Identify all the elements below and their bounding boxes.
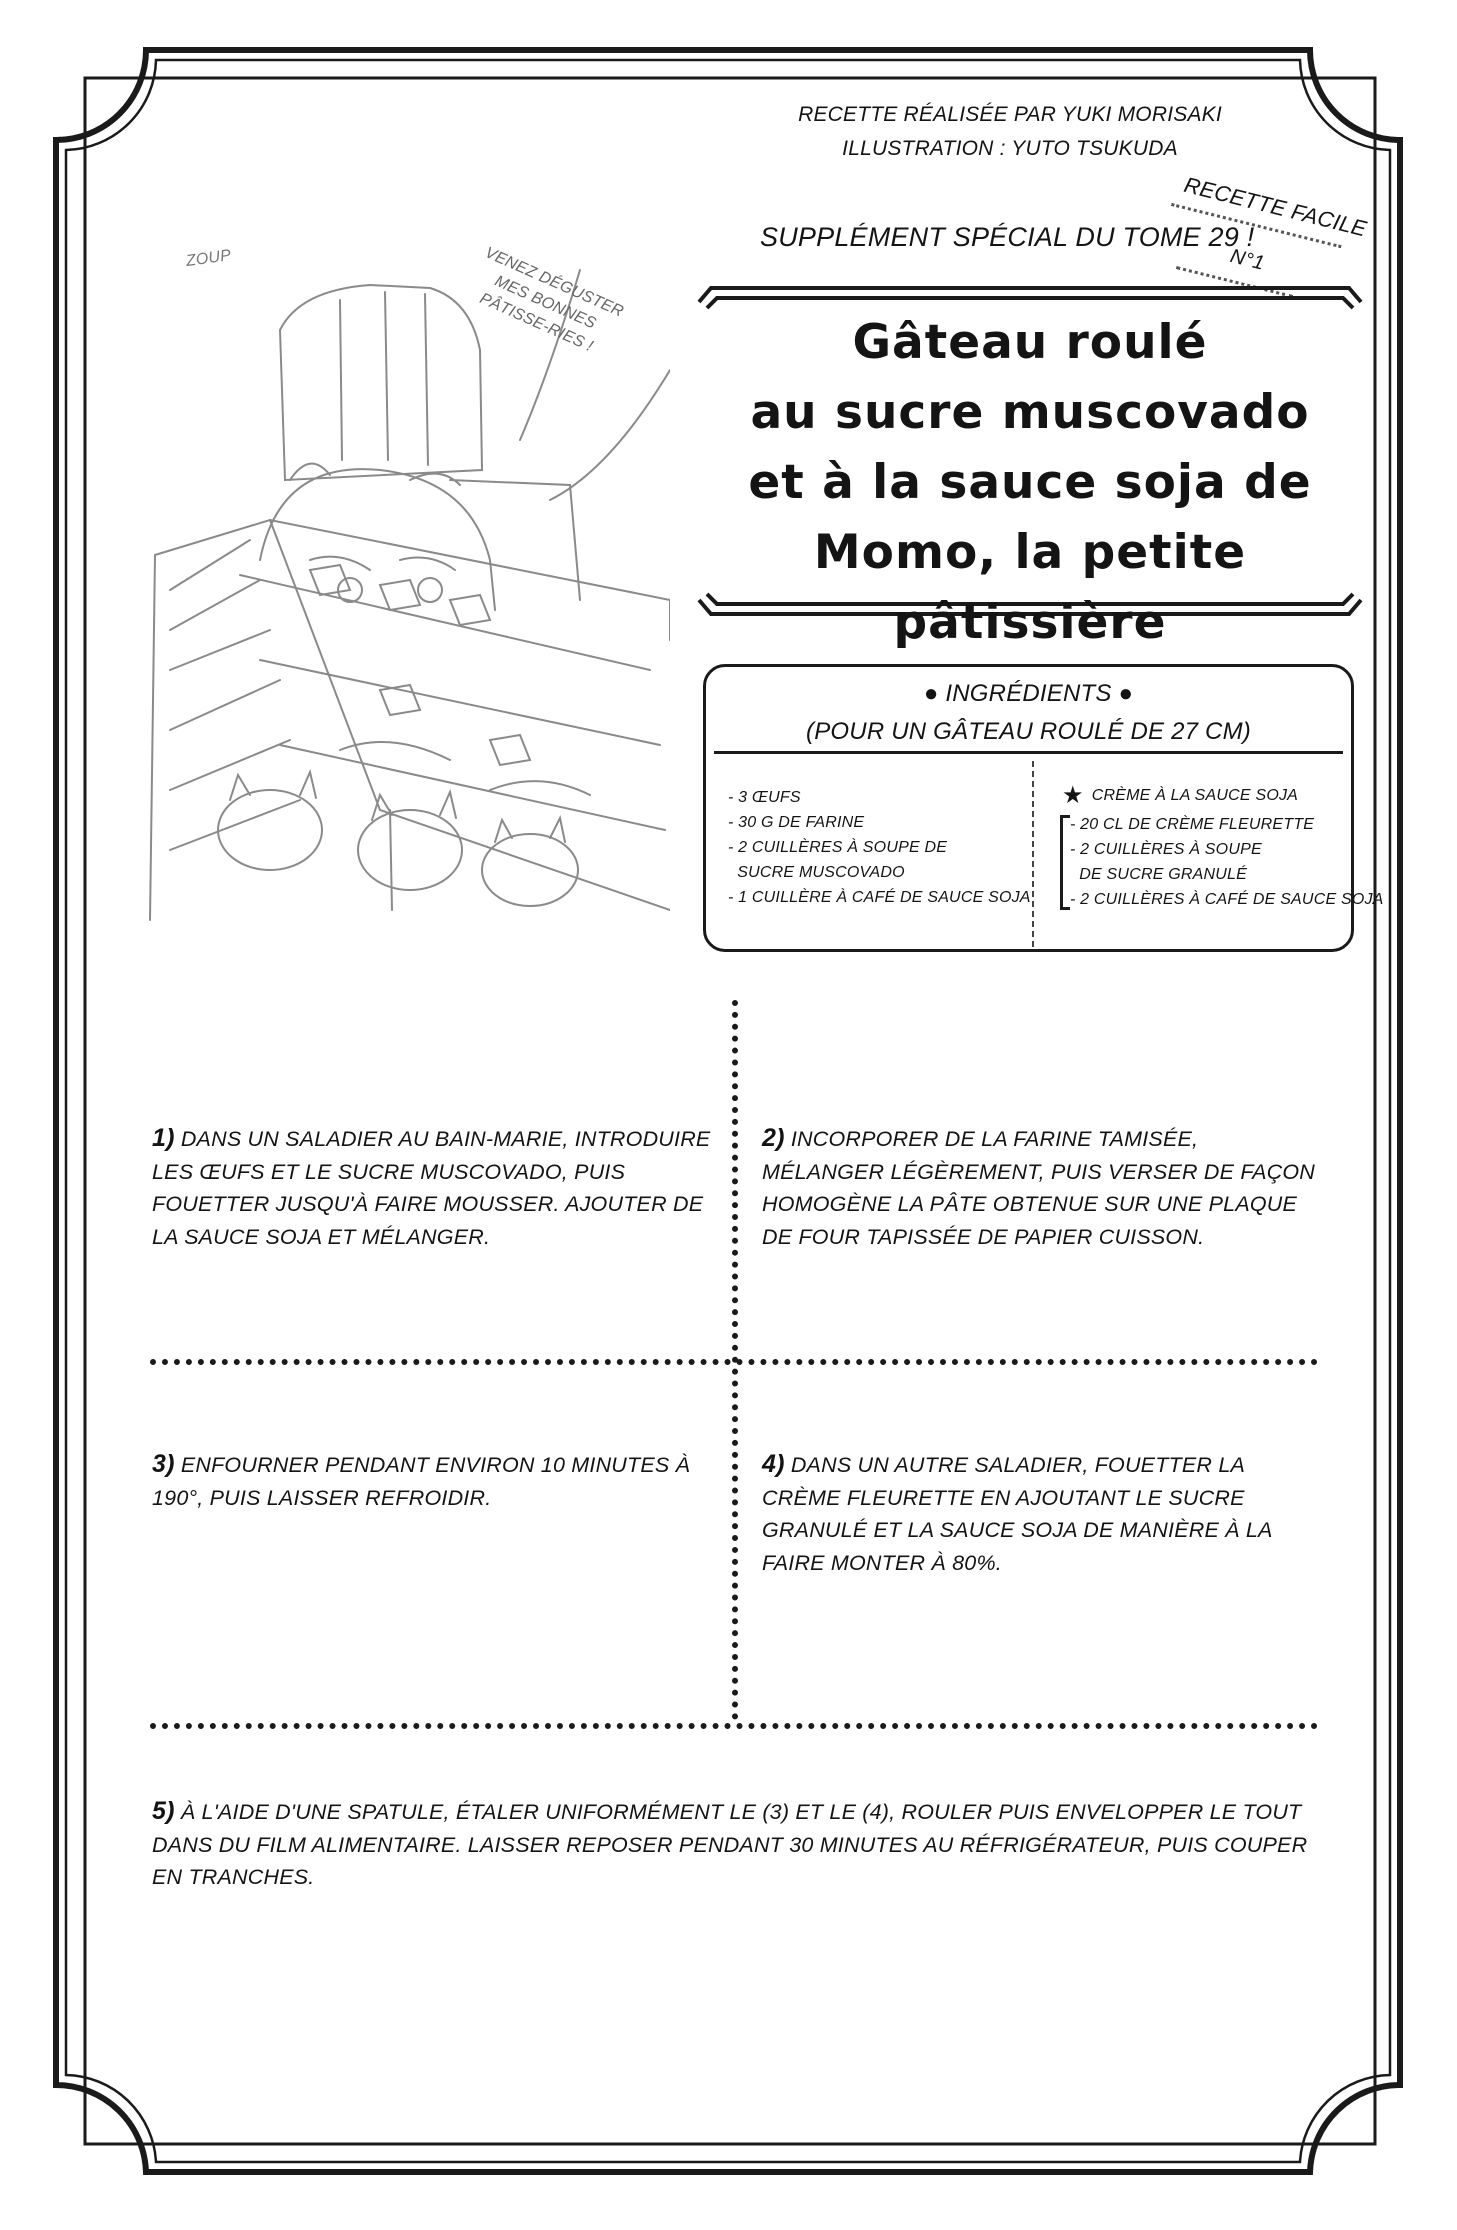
ingredient-item: - 2 CUILLÈRES À SOUPE [1070, 841, 1262, 858]
speech-text: VENEZ DÉGUSTER MES BONNES PÂTISSE-RIES ! [477, 244, 626, 356]
cat-face [358, 810, 462, 890]
step-text: INCORPORER DE LA FARINE TAMISÉE, MÉLANGER LÉGÈREMENT, PUIS VERSER DE FAÇON HOMOGÈNE LA PÂTE OBTENUE SUR UNE PLAQUE DE FOUR TAPISSÉE DE PAPIER CUISSON. [762, 1127, 1315, 1249]
badge-number: N°1 [1228, 245, 1267, 275]
step-2 [762, 1122, 1322, 1253]
title-line: Momo, la petite pâtissière [813, 525, 1247, 650]
cream-ingredients [1062, 783, 1384, 912]
ingredients-column-divider [1032, 761, 1034, 947]
step-5 [152, 1795, 1322, 1894]
recipe-author: RECETTE RÉALISÉE PAR YUKI MORISAKI [798, 103, 1222, 126]
step-text: DANS UN AUTRE SALADIER, FOUETTER LA CRÈME FLEURETTE EN AJOUTANT LE SUCRE GRANULÉ ET LA SAUCE SOJA DE MANIÈRE À LA FAIRE MONTER À 80%. [762, 1453, 1272, 1575]
ingredient-item: - 1 CUILLÈRE À CAFÉ DE SAUCE SOJA [728, 889, 1031, 906]
step-text: ENFOURNER PENDANT ENVIRON 10 MINUTES À 190°, PUIS LAISSER REFROIDIR. [152, 1453, 691, 1510]
ingredient-item: - 30 G DE FARINE [728, 814, 865, 831]
badge-label: RECETTE FACILE [1181, 171, 1370, 242]
ingredient-item: - 3 ŒUFS [728, 789, 801, 806]
step-4 [762, 1448, 1322, 1579]
ingredient-item: SUCRE MUSCOVADO [728, 864, 905, 881]
bullet-icon: ● [923, 680, 939, 707]
supplement-label: SUPPLÉMENT SPÉCIAL DU TOME 29 ! [760, 222, 1255, 252]
ingredients-divider [714, 751, 1343, 754]
title-line: et à la sauce soja de [748, 455, 1312, 510]
ingredient-item: - 2 CUILLÈRES À CAFÉ DE SAUCE SOJA [1070, 891, 1384, 908]
cream-ingredients-list [1070, 812, 1384, 912]
ingredient-item: - 2 CUILLÈRES À SOUPE DE [728, 839, 948, 856]
display-case [155, 520, 670, 640]
cat-face [482, 834, 578, 906]
step-number: 4) [762, 1450, 785, 1478]
recipe-title [700, 308, 1360, 658]
title-line: Gâteau roulé [852, 315, 1208, 370]
ingredient-item: - 20 CL DE CRÈME FLEURETTE [1070, 816, 1315, 833]
step-text: À L'AIDE D'UNE SPATULE, ÉTALER UNIFORMÉMENT LE (3) ET LE (4), ROULER PUIS ENVELOPPER LE TOUT DANS DU FILM ALIMENTAIRE. LAISSER REPOSER PENDANT 30 MINUTES AU RÉFRIGÉRATEUR, PUIS COUPER EN TRANCHES. [152, 1800, 1308, 1889]
step-1 [152, 1122, 712, 1253]
cake-ingredients-list [728, 785, 1031, 910]
step-3 [152, 1448, 712, 1514]
ingredients-heading: INGRÉDIENTS [945, 680, 1112, 707]
step-text: DANS UN SALADIER AU BAIN-MARIE, INTRODUIRE LES ŒUFS ET LE SUCRE MUSCOVADO, PUIS FOUETTER JUSQU'À FAIRE MOUSSER. AJOUTER DE LA SAUCE SOJA ET MÉLANGER. [152, 1127, 711, 1249]
bullet-icon: ● [1118, 680, 1134, 707]
ingredients-header [706, 675, 1351, 751]
steps-horizontal-divider [150, 1723, 1318, 1729]
sound-effect-text: ZOUP [184, 246, 233, 271]
star-icon: ★ [1062, 781, 1084, 809]
chef-hat [280, 285, 482, 480]
ingredients-subheading: (POUR UN GÂTEAU ROULÉ DE 27 CM) [806, 718, 1251, 745]
ingredient-item: DE SUCRE GRANULÉ [1070, 866, 1247, 883]
cat-face [218, 790, 322, 870]
credits [720, 98, 1300, 166]
step-number: 1) [152, 1124, 175, 1152]
ingredients-box [703, 664, 1384, 952]
title-line: au sucre muscovado [750, 385, 1310, 440]
step-number: 2) [762, 1124, 785, 1152]
steps-horizontal-divider [150, 1359, 1318, 1365]
step-number: 3) [152, 1450, 175, 1478]
bracket-icon [1060, 815, 1070, 910]
step-number: 5) [152, 1797, 175, 1825]
illustrator: ILLUSTRATION : YUTO TSUKUDA [842, 137, 1178, 160]
cream-title: CRÈME À LA SAUCE SOJA [1091, 787, 1299, 804]
